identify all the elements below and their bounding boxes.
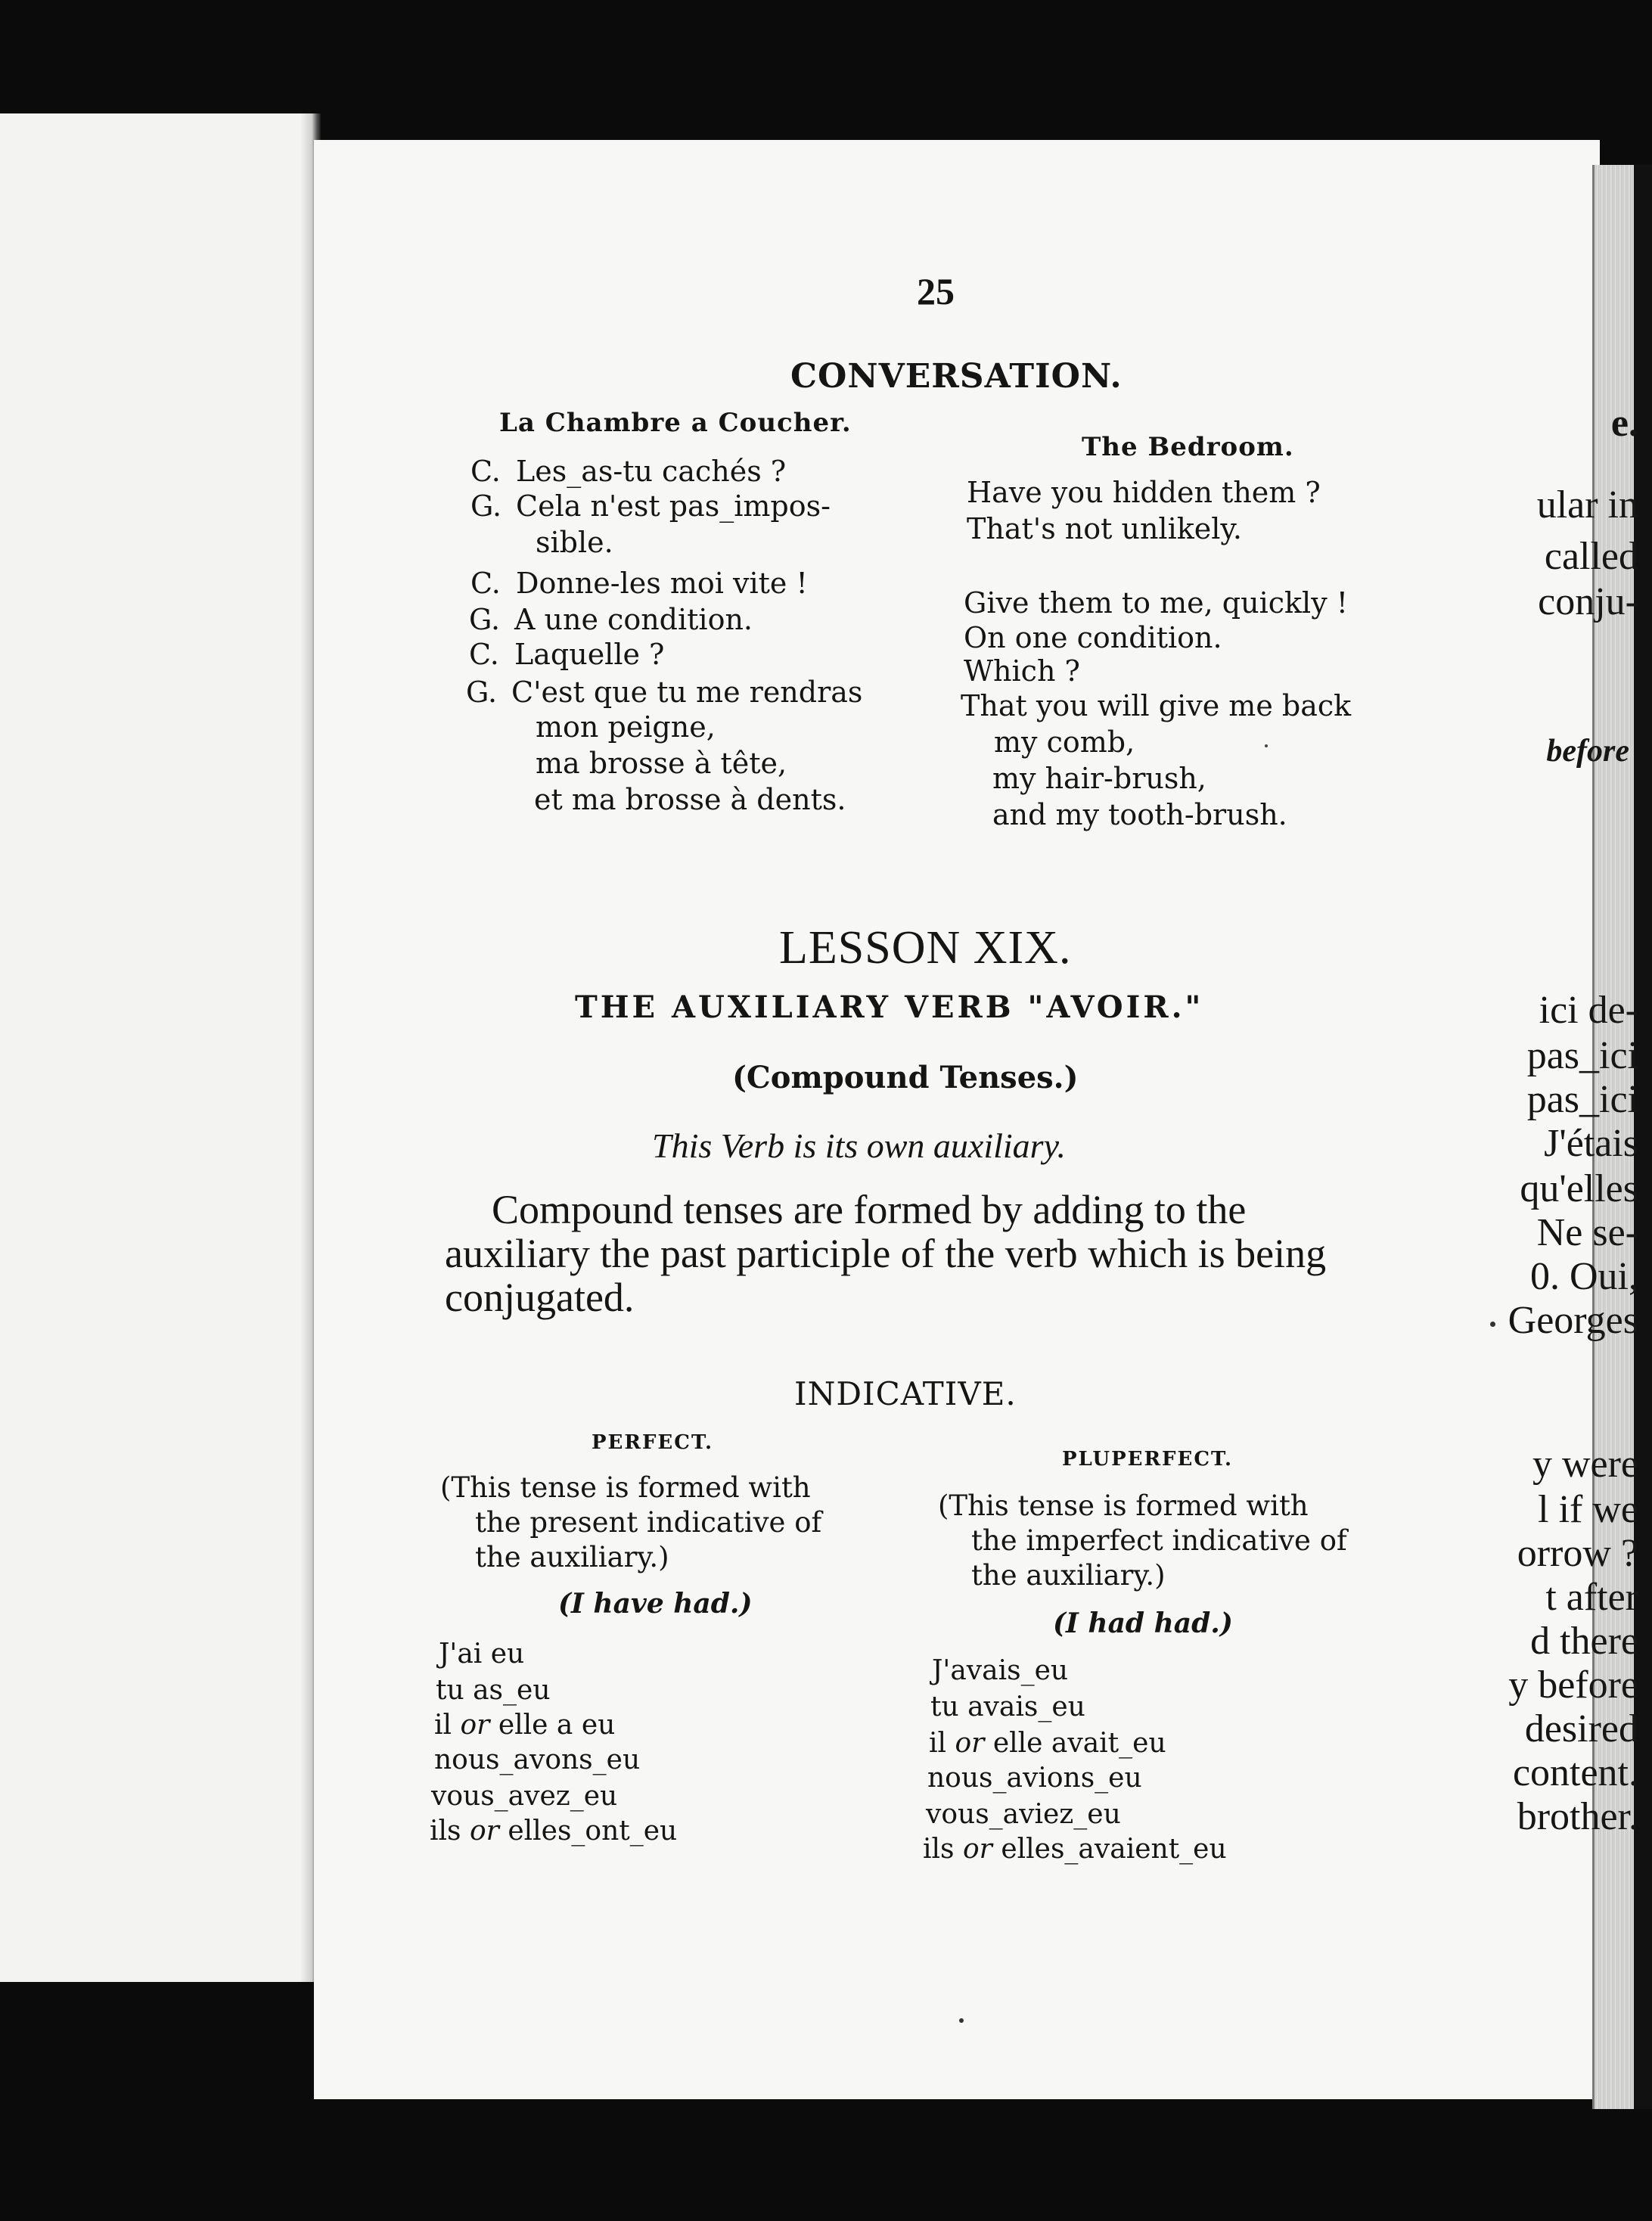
left-page-line: brother. xyxy=(1517,1795,1638,1838)
left-page-line: y before xyxy=(1508,1663,1638,1707)
conjugation-form: elle a eu xyxy=(498,1710,616,1741)
dialogue-line xyxy=(470,569,808,598)
dialogue-line xyxy=(469,605,753,634)
conjugation-or: or xyxy=(469,1816,499,1847)
conjugation-line xyxy=(434,1707,615,1744)
conjugation-line: tu avais_eu xyxy=(930,1691,1085,1722)
dialogue-text: Donne-les moi vite ! xyxy=(516,567,808,600)
verb-title: THE AUXILIARY VERB "AVOIR." xyxy=(575,989,1204,1025)
left-page-line: before xyxy=(1546,734,1629,769)
conjugation-form: elles_avaient_eu xyxy=(1001,1834,1227,1865)
pluperfect-translation: (I had had.) xyxy=(1053,1608,1233,1639)
perfect-translation: (I have had.) xyxy=(558,1588,753,1620)
dialogue-text: Laquelle ? xyxy=(514,638,665,671)
dialogue-line xyxy=(470,457,786,486)
conjugation-line: J'ai eu xyxy=(439,1639,525,1670)
perfect-note-line: the auxiliary.) xyxy=(475,1541,669,1573)
conjugation-form: elles_ont_eu xyxy=(508,1816,678,1847)
dialogue-text: mon peigne, xyxy=(536,710,716,744)
speaker-label: G. xyxy=(469,603,501,636)
dialogue-text: Cela n'est pas_impos- xyxy=(516,489,831,523)
dialogue-line: That's not unlikely. xyxy=(967,512,1242,545)
dialogue-line xyxy=(536,710,716,744)
dialogue-line xyxy=(466,678,862,707)
dialogue-line: Have you hidden them ? xyxy=(967,476,1321,509)
perfect-note-line: the present indicative of xyxy=(475,1506,822,1539)
left-page-line: e. xyxy=(1610,402,1638,445)
pluperfect-heading: PLUPERFECT. xyxy=(1062,1448,1234,1471)
conjugation-line xyxy=(923,1831,1227,1868)
left-page-line: orrow ? xyxy=(1517,1532,1638,1575)
dialogue-text: sible. xyxy=(536,526,613,559)
dialogue-line: and my tooth-brush. xyxy=(992,798,1287,831)
left-page-line: J'étais xyxy=(1544,1122,1638,1165)
left-page-line: content. xyxy=(1512,1751,1638,1794)
left-page-line: called xyxy=(1544,535,1638,578)
conjugation-form: elle avait_eu xyxy=(992,1728,1166,1759)
lesson-title: LESSON XIX. xyxy=(779,922,1072,974)
conjugation-pronoun: il xyxy=(929,1728,947,1759)
left-page-line: ular in xyxy=(1536,483,1638,527)
pluperfect-note-line: (This tense is formed with xyxy=(938,1489,1309,1522)
pluperfect-note-line: the auxiliary.) xyxy=(971,1559,1166,1592)
conjugation-line: J'avais_eu xyxy=(932,1655,1069,1686)
dialogue-line: On one condition. xyxy=(964,621,1222,654)
left-page-line: pas_ici xyxy=(1526,1078,1638,1121)
pluperfect-note-line: the imperfect indicative of xyxy=(971,1524,1347,1557)
dialogue-text: C'est que tu me rendras xyxy=(511,676,863,709)
page-number: 25 xyxy=(917,270,955,312)
dialogue-line: my hair-brush, xyxy=(992,762,1206,795)
dialogue-line xyxy=(469,640,664,669)
english-column-heading: The Bedroom. xyxy=(1082,432,1294,462)
conjugation-line: nous_avons_eu xyxy=(434,1744,641,1775)
conjugation-line xyxy=(929,1725,1166,1763)
dialogue-text: et ma brosse à dents. xyxy=(534,783,846,816)
speaker-label: C. xyxy=(470,455,501,488)
dialogue-text: A une condition. xyxy=(514,603,753,636)
left-page-line: qu'elles xyxy=(1520,1167,1638,1210)
speaker-label: C. xyxy=(470,567,501,600)
conjugation-or: or xyxy=(460,1710,490,1741)
left-page-line: conju- xyxy=(1538,580,1638,623)
indicative-heading: INDICATIVE. xyxy=(794,1375,1017,1412)
left-page-line: ici de- xyxy=(1539,989,1638,1032)
left-facing-page xyxy=(0,113,312,1982)
conjugation-pronoun: ils xyxy=(430,1816,461,1847)
left-page-line: Ne se- xyxy=(1536,1211,1638,1254)
conjugation-line: tu as_eu xyxy=(436,1675,551,1706)
left-page-line: 0. Oui, xyxy=(1530,1255,1638,1298)
left-page-line: d there xyxy=(1530,1620,1638,1663)
dialogue-line: That you will give me back xyxy=(961,689,1352,722)
dialogue-line: Which ? xyxy=(964,654,1080,688)
conjugation-pronoun: ils xyxy=(923,1834,955,1865)
conjugation-line: vous_aviez_eu xyxy=(926,1799,1121,1830)
ink-speck xyxy=(959,2018,964,2023)
conjugation-line xyxy=(430,1813,677,1850)
left-page-line: pas_ici xyxy=(1526,1034,1638,1077)
dialogue-line: my comb, xyxy=(994,725,1135,759)
left-page-line: l if we xyxy=(1538,1488,1638,1531)
speaker-label: C. xyxy=(469,638,499,671)
lesson-subtitle: (Compound Tenses.) xyxy=(732,1060,1079,1095)
dialogue-line: Give them to me, quickly ! xyxy=(964,586,1349,620)
conjugation-pronoun: il xyxy=(434,1710,452,1741)
french-column-heading: La Chambre a Coucher. xyxy=(499,408,852,438)
conversation-heading: CONVERSATION. xyxy=(790,357,1123,396)
lesson-note: This Verb is its own auxiliary. xyxy=(652,1126,1066,1165)
ink-speck xyxy=(1490,1322,1495,1327)
dialogue-line xyxy=(536,528,613,557)
dialogue-line xyxy=(470,489,831,523)
dialogue-text: Les_as-tu cachés ? xyxy=(516,455,787,488)
dialogue-line xyxy=(534,785,846,814)
left-page-line: desired xyxy=(1524,1707,1638,1750)
conjugation-or: or xyxy=(962,1834,992,1865)
perfect-heading: PERFECT. xyxy=(592,1431,713,1454)
left-page-line: y were xyxy=(1532,1443,1638,1486)
conjugation-line: nous_avions_eu xyxy=(927,1763,1142,1794)
conjugation-line: vous_avez_eu xyxy=(431,1781,618,1812)
dialogue-line xyxy=(536,749,787,778)
perfect-note-line: (This tense is formed with xyxy=(440,1471,811,1504)
lesson-paragraph xyxy=(445,1188,1398,1319)
lesson-paragraph-text: Compound tenses are formed by adding to the auxiliary the past participle of the verb which is being conjugated. xyxy=(445,1187,1327,1320)
left-page-line: Georges xyxy=(1508,1299,1638,1342)
ink-speck xyxy=(1265,744,1268,747)
conjugation-or: or xyxy=(955,1728,985,1759)
left-page-line: t after xyxy=(1545,1576,1638,1619)
speaker-label: G. xyxy=(466,676,498,709)
speaker-label: G. xyxy=(470,489,502,523)
dialogue-text: ma brosse à tête, xyxy=(536,747,787,780)
